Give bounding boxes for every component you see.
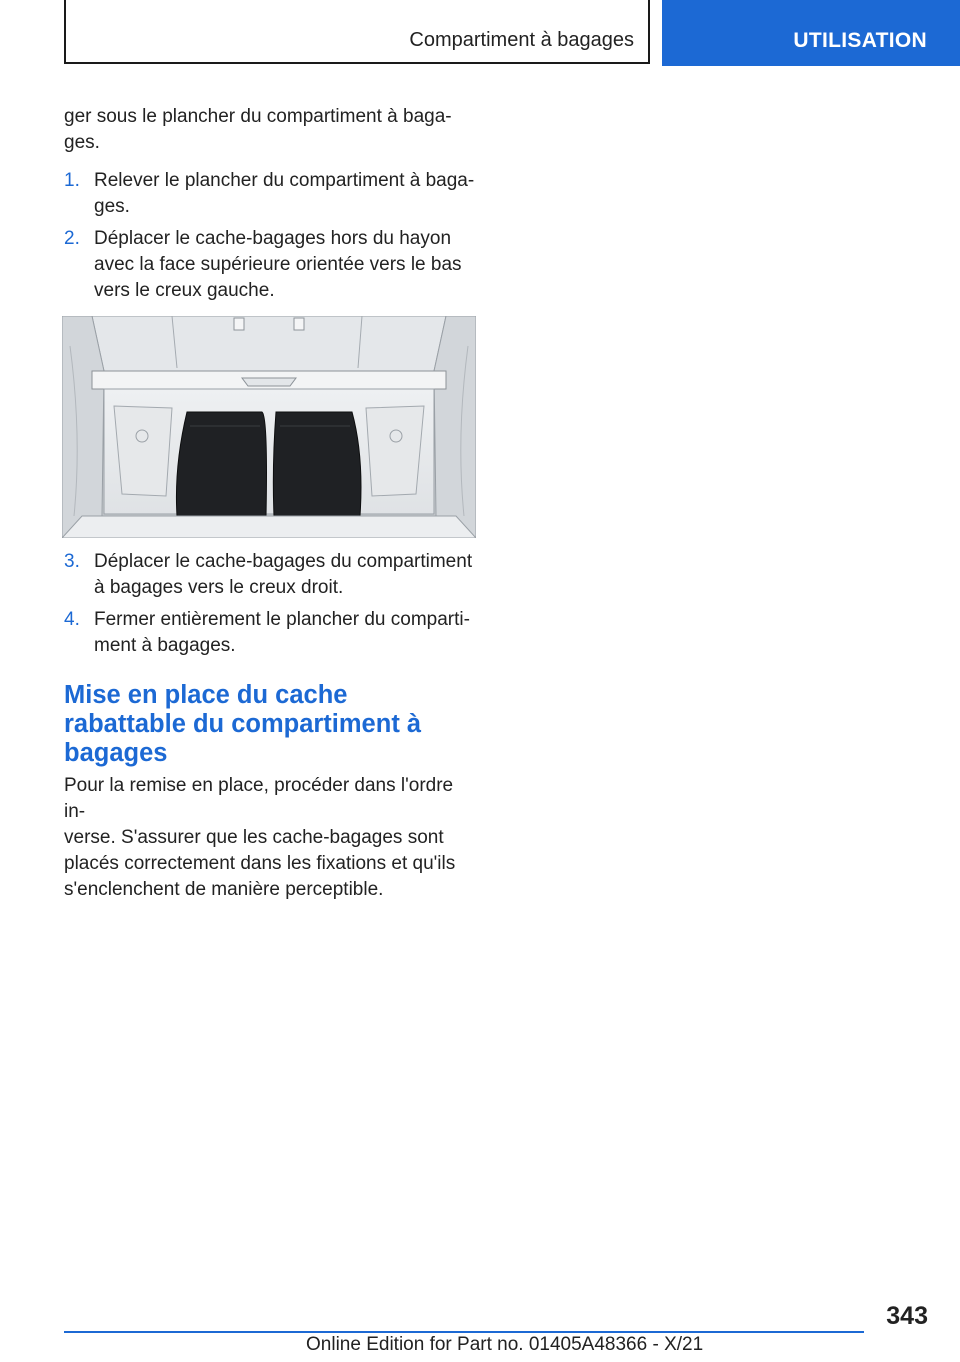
step-item <box>64 168 478 220</box>
trunk-illustration <box>62 316 476 538</box>
step-text: Déplacer le cache-bagages hors du hayon avec la face supérieure orientée vers le bas vers le creux gauche. <box>94 228 462 301</box>
step-text: Déplacer le cache-bagages du compartiment à bagages vers le creux droit. <box>94 551 473 598</box>
intro-paragraph <box>64 104 478 156</box>
header-bar <box>64 0 650 64</box>
chapter-title: Compartiment à bagages <box>409 29 634 51</box>
step-number: 4. <box>64 609 80 630</box>
section-label: UTILISATION <box>793 29 927 52</box>
step-text: Relever le plancher du compartiment à baga- ges. <box>94 170 475 217</box>
trunk-drawing <box>62 316 476 538</box>
section-block <box>64 681 478 903</box>
section-tab <box>662 0 960 66</box>
step-text: Fermer entièrement le plancher du comparti- ment à bagages. <box>94 609 470 656</box>
page-number: 343 <box>886 1302 928 1330</box>
section-heading: Mise en place du cache rabattable du compartiment à bagages <box>64 681 422 767</box>
step-item <box>64 226 478 304</box>
step-item <box>64 549 478 601</box>
footer-divider <box>64 1331 864 1333</box>
intro-text: ger sous le plancher du compartiment à baga- ges. <box>64 106 452 153</box>
edition-note: Online Edition for Part no. 01405A48366 - X/21 <box>306 1334 704 1355</box>
section-body: Pour la remise en place, procéder dans l'ordre in- verse. S'assurer que les cache-bagages sont placés correctement dans les fixations et qu'ils s'enclenchent de manière perceptible. <box>64 775 456 900</box>
step-number: 2. <box>64 228 80 249</box>
step-item <box>64 607 478 659</box>
step-number: 3. <box>64 551 80 572</box>
step-number: 1. <box>64 170 80 191</box>
